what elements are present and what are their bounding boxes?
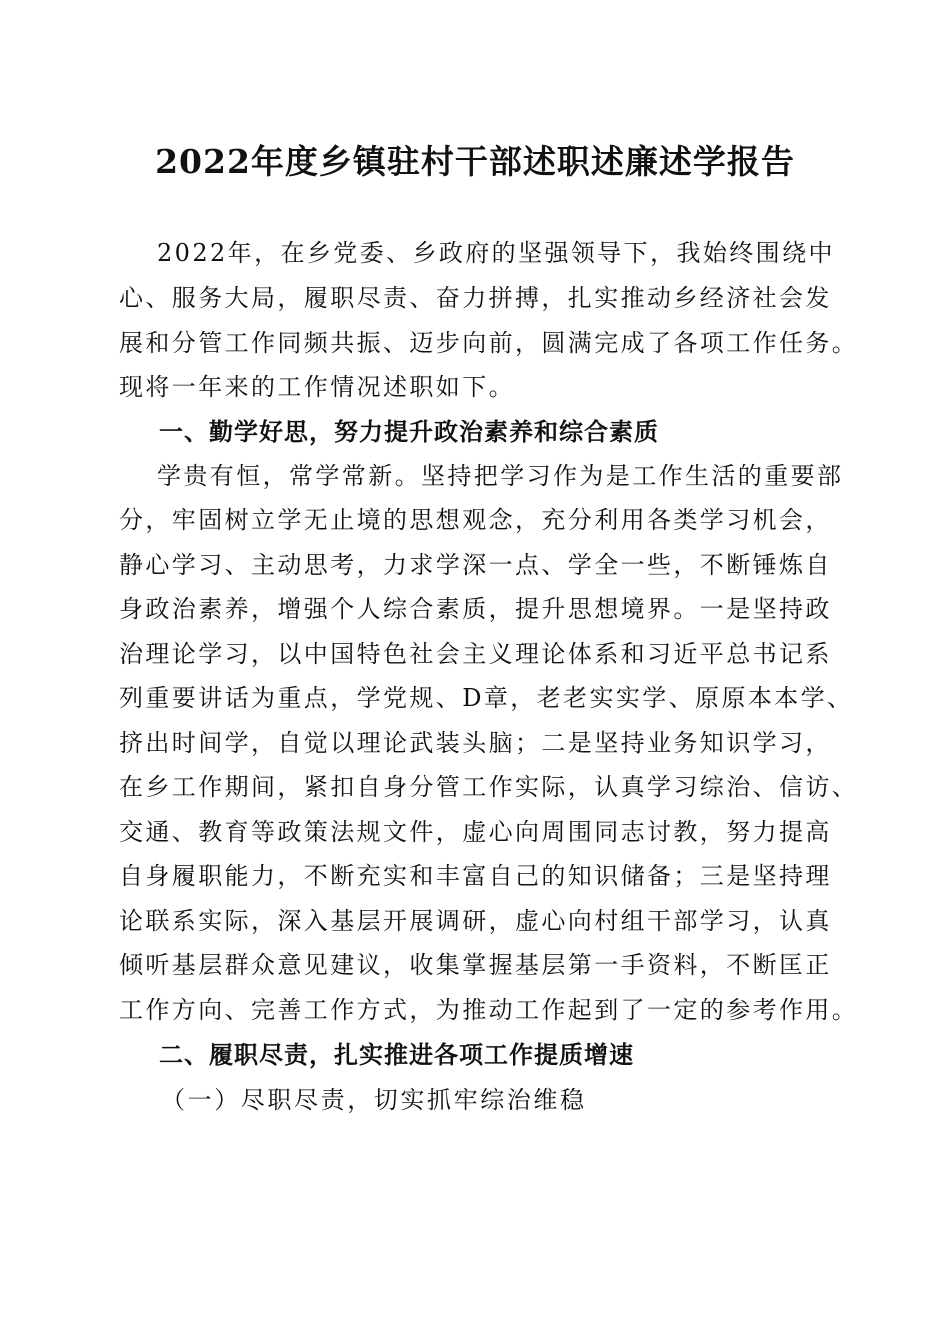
paragraph-line: 挤出时间学，自觉以理论武装头脑；二是坚持业务知识学习， <box>119 729 832 757</box>
paragraph-line: 在乡工作期间，紧扣自身分管工作实际，认真学习综治、信访、 <box>119 773 859 801</box>
subsection-heading: （一）尽职尽责，切实抓牢综治维稳 <box>161 1086 587 1114</box>
paragraph-line: 交通、教育等政策法规文件，虚心向周围同志讨教，努力提高 <box>119 818 832 846</box>
section-heading-2: 二、履职尽责，扎实推进各项工作提质增速 <box>159 1041 634 1069</box>
paragraph-line: 现将一年来的工作情况述职如下。 <box>119 373 515 401</box>
paragraph-line: 工作方向、完善工作方式，为推动工作起到了一定的参考作用。 <box>119 996 859 1024</box>
paragraph-line: 学贵有恒，常学常新。坚持把学习作为是工作生活的重要部 <box>157 462 844 490</box>
paragraph-line: 身政治素养，增强个人综合素质，提升思想境界。一是坚持政 <box>119 595 832 623</box>
paragraph-line: 心、服务大局，履职尽责、奋力拼搏，扎实推动乡经济社会发 <box>119 284 832 312</box>
section-heading-1: 一、勤学好思，努力提升政治素养和综合素质 <box>159 418 659 446</box>
document-title: 2022年度乡镇驻村干部述职述廉述学报告 <box>155 142 795 181</box>
paragraph-line: 倾听基层群众意见建议，收集掌握基层第一手资料，不断匡正 <box>119 951 832 979</box>
paragraph-line: 治理论学习，以中国特色社会主义理论体系和习近平总书记系 <box>119 640 832 668</box>
paragraph-line: 展和分管工作同频共振、迈步向前，圆满完成了各项工作任务。 <box>119 329 859 357</box>
paragraph-line: 2022年，在乡党委、乡政府的坚强领导下，我始终围绕中 <box>157 239 835 267</box>
paragraph-line: 分，牢固树立学无止境的思想观念，充分利用各类学习机会， <box>119 506 832 534</box>
paragraph-line: 论联系实际，深入基层开展调研，虚心向村组干部学习，认真 <box>119 907 832 935</box>
paragraph-line: 静心学习、主动思考，力求学深一点、学全一些，不断锤炼自 <box>119 551 832 579</box>
paragraph-line: 列重要讲话为重点，学党规、D章，老老实实学、原原本本学、 <box>119 684 854 712</box>
paragraph-line: 自身履职能力，不断充实和丰富自己的知识储备；三是坚持理 <box>119 862 832 890</box>
